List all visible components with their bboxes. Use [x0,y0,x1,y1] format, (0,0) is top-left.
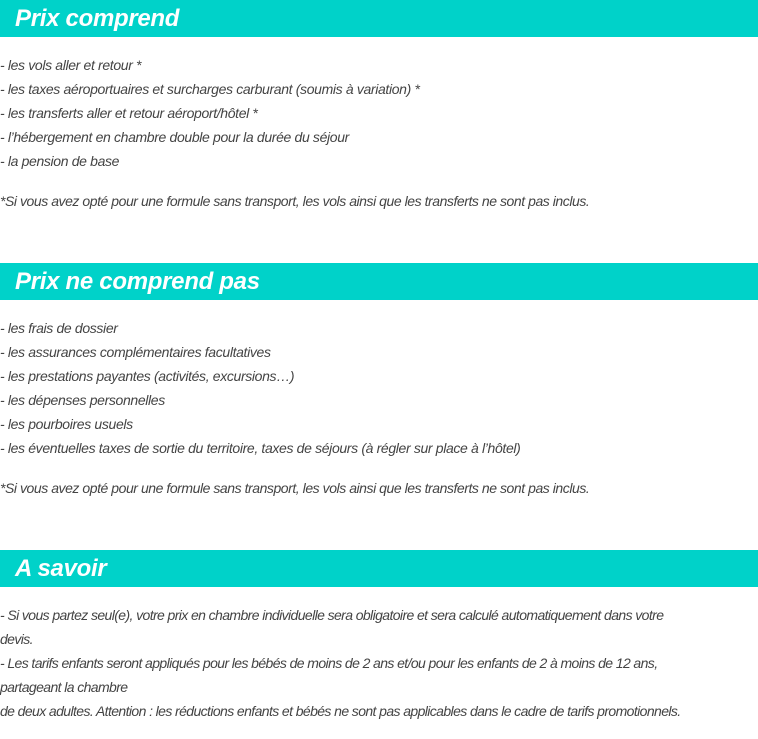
paragraph-line: partageant la chambre [0,679,128,695]
list-item: - les prestations payantes (activités, excursions…) [0,368,295,384]
paragraph-line: de deux adultes. Attention : les réductions enfants et bébés ne sont pas applicables dans le cadre de tarifs promotionnels. [0,703,681,719]
transport-note: *Si vous avez opté pour une formule sans transport, les vols ainsi que les transferts ne sont pas inclus. [0,193,590,209]
section-header-prix-ne-comprend-pas: Prix ne comprend pas [0,263,758,300]
paragraph-line: - Si vous partez seul(e), votre prix en chambre individuelle sera obligatoire et sera calculé automatiquement dans votre [0,607,664,623]
list-item: - la pension de base [0,153,120,169]
list-item: - les éventuelles taxes de sortie du territoire, taxes de séjours (à régler sur place à l’hôtel) [0,440,521,456]
list-item: - les vols aller et retour * [0,57,142,73]
section-header-a-savoir: A savoir [0,550,758,587]
list-item: - les transferts aller et retour aéroport/hôtel * [0,105,258,121]
section-content-prix-ne-comprend-pas [0,316,758,500]
section-content-prix-comprend [0,53,758,213]
paragraph-line: devis. [0,631,33,647]
list-item: - les frais de dossier [0,320,118,336]
list-item: - les assurances complémentaires facultatives [0,344,271,360]
section-content-a-savoir [0,603,758,723]
list-item: - les taxes aéroportuaires et surcharges carburant (soumis à variation) * [0,81,420,97]
paragraph-line: - Les tarifs enfants seront appliqués pour les bébés de moins de 2 ans et/ou pour les enfants de 2 à moins de 12 ans, [0,655,658,671]
transport-note: *Si vous avez opté pour une formule sans transport, les vols ainsi que les transferts ne sont pas inclus. [0,480,590,496]
list-item: - l’hébergement en chambre double pour la durée du séjour [0,129,349,145]
list-item: - les dépenses personnelles [0,392,165,408]
list-item: - les pourboires usuels [0,416,133,432]
section-header-prix-comprend: Prix comprend [0,0,758,37]
